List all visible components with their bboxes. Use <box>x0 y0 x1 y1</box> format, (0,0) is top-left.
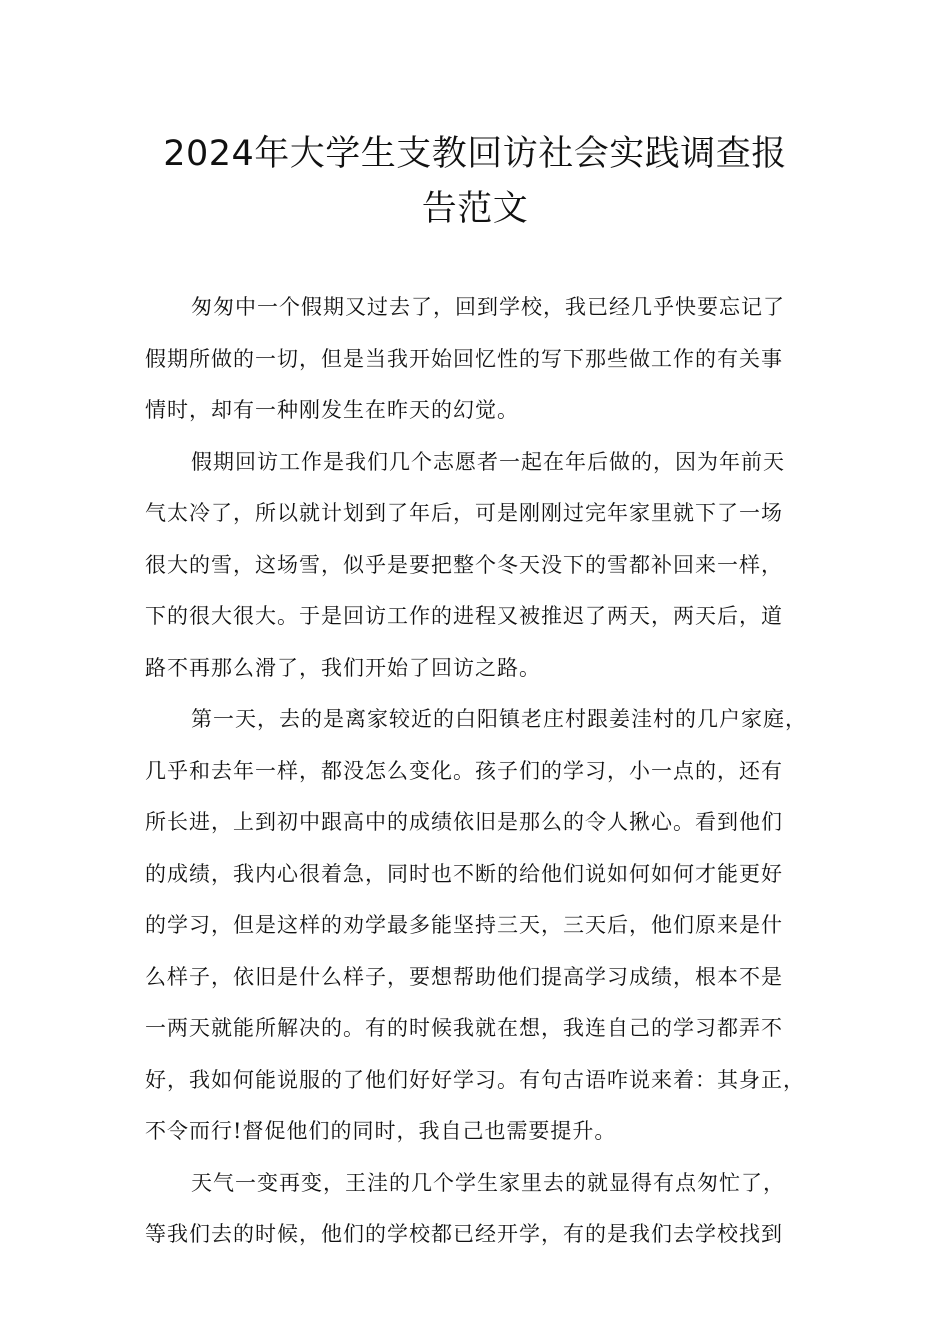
paragraph-2 <box>145 437 835 695</box>
title-line-2: 告范文 <box>421 189 529 229</box>
text-line: 下的很大很大。于是回访工作的进程又被推迟了两天，两天后，道 <box>145 604 783 628</box>
paragraph-1 <box>145 282 835 437</box>
text-line: 很大的雪，这场雪，似乎是要把整个冬天没下的雪都补回来一样， <box>145 552 783 577</box>
document-body <box>145 282 835 1261</box>
text-line: 所长进，上到初中跟高中的成绩依旧是那么的令人揪心。看到他们 <box>145 810 783 834</box>
text-line: 的成绩，我内心很着急，同时也不断的给他们说如何如何才能更好 <box>145 861 783 886</box>
text-line: 的学习，但是这样的劝学最多能坚持三天，三天后，他们原来是什 <box>145 913 783 937</box>
text-line: 情时，却有一种刚发生在昨天的幻觉。 <box>145 398 519 422</box>
paragraph-4 <box>145 1158 835 1261</box>
text-line: 么样子，依旧是什么样子，要想帮助他们提高学习成绩，根本不是 <box>145 964 783 989</box>
text-line: 假期所做的一切，但是当我开始回忆性的写下那些做工作的有关事 <box>145 346 783 371</box>
text-line: 假期回访工作是我们几个志愿者一起在年后做的，因为年前天 <box>191 449 785 474</box>
text-line: 一两天就能所解决的。有的时候我就在想，我连自己的学习都弄不 <box>145 1016 783 1040</box>
text-line: 天气一变再变，王洼的几个学生家里去的就显得有点匆忙了， <box>191 1170 785 1195</box>
text-line: 第一天，去的是离家较近的白阳镇老庄村跟姜洼村的几户家庭， <box>191 707 807 731</box>
text-line: 路不再那么滑了，我们开始了回访之路。 <box>145 655 541 680</box>
text-line: 匆匆中一个假期又过去了，回到学校，我已经几乎快要忘记了 <box>191 295 785 319</box>
document-title <box>100 127 850 237</box>
title-line-1: 2024年大学生支教回访社会实践调查报 <box>163 134 787 174</box>
paragraph-3 <box>145 694 835 1158</box>
text-line: 几乎和去年一样，都没怎么变化。孩子们的学习，小一点的，还有 <box>145 758 783 783</box>
text-line: 等我们去的时候，他们的学校都已经开学，有的是我们去学校找到 <box>145 1222 783 1246</box>
text-line: 不令而行!督促他们的同时，我自己也需要提升。 <box>145 1119 617 1143</box>
text-line: 好，我如何能说服的了他们好好学习。有句古语咋说来着：其身正， <box>145 1067 805 1092</box>
text-line: 气太冷了，所以就计划到了年后，可是刚刚过完年家里就下了一场 <box>145 501 783 525</box>
